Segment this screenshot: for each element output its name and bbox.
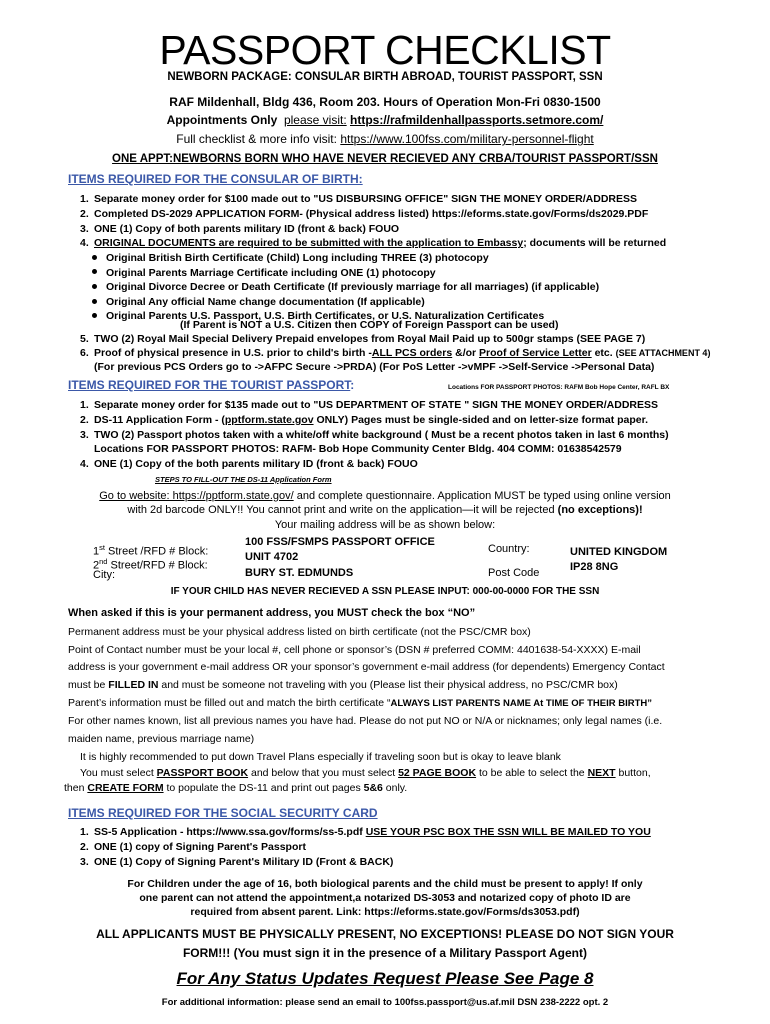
addr-line-2: UNIT 4702 (245, 551, 299, 563)
tourist-heading: ITEMS REQUIRED FOR THE TOURIST PASSPORT (68, 378, 351, 392)
page-title: PASSPORT CHECKLIST (159, 27, 611, 73)
ssn-note: IF YOUR CHILD HAS NEVER RECIEVED A SSN PLEASE INPUT: 000-00-0000 FOR THE SSN (170, 586, 600, 597)
appointments-link[interactable]: https://rafmildenhallpassports.setmore.com/ (350, 113, 604, 127)
list-item: 2. Completed DS-2029 APPLICATION FORM- (Physical address listed) https://eforms.state.gov/Forms/ds2029.PDF (80, 207, 649, 220)
create-form-line: then CREATE FORM to populate the DS-11 and print out pages 5&6 only. (64, 782, 408, 794)
ds11-mailing: Your mailing address will be as shown below: (274, 519, 496, 531)
full-checklist-line (0, 132, 770, 146)
passport-book-line: You must select PASSPORT BOOK and below that you must select 52 PAGE BOOK to be able to select the NEXT button, (80, 767, 651, 779)
parents-line: Parent’s information must be filled out and match the birth certificate “ALWAYS LIST PARENTS NAME At TIME OF THEIR BIRTH” (68, 697, 652, 709)
ssn-note-3: required from absent parent. Link: https://eforms.state.gov/Forms/ds3053.pdf) (190, 906, 580, 918)
list-item: Original Divorce Decree or Death Certificate (If previously marriage for all marriages) (if applicable) (92, 280, 599, 295)
maiden-line: maiden name, previous marriage name) (68, 733, 255, 745)
one-appt-banner: ONE APPT:NEWBORNS BORN WHO HAVE NEVER RECIEVED ANY CRBA/TOURIST PASSPORT/SSN (112, 153, 658, 165)
please-visit-text: please visit: (283, 113, 347, 127)
consular-list (80, 192, 666, 251)
ds11-go-to: Go to website: https://pptform.state.gov/ and complete questionnaire. Application MUST be typed using online version (99, 490, 671, 502)
ssn-note-2: one parent can not attend the appointment,a notarized DS-3053 and notarized copy of photo ID are (139, 892, 631, 904)
poc-line: Point of Contact number must be your local #, cell phone or sponsor’s (DSN # preferred COMM: 4401638-54-XXXX) E-mail (68, 644, 641, 656)
emergency-line: must be FILLED IN and must be someone not traveling with you (Please list their physical address, no PSC/CMR box) (68, 679, 618, 691)
consular-item-5: 5. TWO (2) Royal Mail Special Delivery Prepaid envelopes from Royal Mail Paid up to 500gr stamps (SEE PAGE 7) (80, 333, 646, 345)
permanent-line: Permanent address must be your physical address listed on birth certificate (not the PSC/CMR box) (68, 626, 531, 638)
travel-plans-line: It is highly recommended to put down Travel Plans especially if traveling soon but is okay to leave blank (80, 751, 561, 763)
list-item: 1. Separate money order for $100 made out to "US DISBURSING OFFICE" SIGN THE MONEY ORDER/ADDRESS (80, 193, 638, 205)
list-item: Original British Birth Certificate (Child) Long including THREE (3) photocopy (92, 251, 599, 266)
country-value: UNITED KINGDOM (570, 546, 668, 558)
list-item: 4. ONE (1) Copy of the both parents military ID (front & back) FOUO (80, 458, 418, 471)
appointments-line (0, 113, 770, 127)
postcode-label: Post Code (488, 567, 540, 579)
appointments-label: Appointments Only (166, 113, 278, 127)
list-item: 3. ONE (1) Copy of Signing Parent's Military ID (Front & BACK) (80, 855, 394, 868)
addr-line-3: BURY ST. EDMUNDS (245, 567, 354, 579)
status-updates: For Any Status Updates Request Please See Page 8 (176, 969, 594, 988)
permanent-question: When asked if this is your permanent address, you MUST check the box “NO” (68, 607, 476, 619)
other-names-line: For other names known, list all previous names you have had. Please do not put NO or N/A or nicknames; only legal names (i.e. (68, 715, 663, 727)
page-subtitle: NEWBORN PACKAGE: CONSULAR BIRTH ABROAD, TOURIST PASSPORT, SSN (167, 71, 603, 83)
tourist-heading-wrap: ITEMS REQUIRED FOR THE TOURIST PASSPORT: (68, 378, 355, 392)
tourist-list (80, 398, 669, 472)
all-applicants-2: FORM!!! (You must sign it in the presence of a Military Passport Agent) (182, 946, 588, 960)
consular-item-6-line2: (For previous PCS Orders go to ->AFPC Secure ->PRDA) (For PoS Letter ->vMPF ->Self-Service ->Personal Data) (94, 361, 655, 373)
list-item: Original Any official Name change documentation (If applicable) (92, 295, 599, 310)
city-label: City: (93, 569, 115, 581)
ds11-barcode: with 2d barcode ONLY!! You cannot print and write on the application—it will be rejected (no exceptions)! (127, 504, 643, 516)
list-item: 4. ORIGINAL DOCUMENTS are required to be submitted with the application to Embassy; documents will be returned (80, 237, 667, 250)
list-item: 1. Separate money order for $135 made out to "US DEPARTMENT OF STATE " SIGN THE MONEY ORDER/ADDRESS (80, 399, 659, 411)
full-checklist-link[interactable]: https://www.100fss.com/military-personnel-flight (340, 132, 594, 146)
contact-info: For additional information: please send an email to 100fss.passport@us.af.mil DSN 238-2222 opt. 2 (161, 997, 609, 1008)
consular-heading: ITEMS REQUIRED FOR THE CONSULAR OF BIRTH: (68, 172, 363, 186)
list-item: Locations FOR PASSPORT PHOTOS: RAFM- Bob Hope Community Center Bldg. 404 COMM: 01638542579 (94, 443, 622, 456)
postcode-value: IP28 8NG (570, 561, 619, 573)
consular-item-6: 6. Proof of physical presence in U.S. prior to child's birth -ALL PCS orders &/or Proof of Service Letter etc. (SEE ATTACHMENT 4) (80, 347, 711, 359)
ssn-note-1: For Children under the age of 16, both biological parents and the child must be present to apply! If only (127, 878, 643, 890)
addr-line-1: 100 FSS/FSMPS PASSPORT OFFICE (245, 536, 435, 548)
full-checklist-text: Full checklist & more info visit: (176, 132, 337, 146)
street2-label: 2nd Street/RFD # Block: (93, 557, 208, 572)
pptform-link[interactable]: Go to website: https://pptform.state.gov/ (99, 490, 294, 502)
all-applicants-1: ALL APPLICANTS MUST BE PHYSICALLY PRESENT, NO EXCEPTIONS! PLEASE DO NOT SIGN YOUR (96, 927, 674, 941)
list-item: 2. DS-11 Application Form - (pptform.state.gov ONLY) Pages must be single-sided and on letter-size format paper. (80, 413, 649, 426)
list-item: Original Parents Marriage Certificate including ONE (1) photocopy (92, 266, 599, 281)
list-item: 3. ONE (1) Copy of both parents military ID (front & back) FOUO (80, 222, 400, 235)
list-item: 2. ONE (1) copy of Signing Parent's Passport (80, 840, 306, 853)
email-line: address is your government e-mail address OR your sponsor’s government e-mail address (for dependents) Emergency Contact (68, 661, 665, 673)
ssn-list (80, 825, 651, 869)
street1-label: 1st Street /RFD # Block: (93, 543, 209, 558)
ds11-steps-heading: STEPS TO FILL-OUT THE DS-11 Application Form (155, 475, 332, 484)
consular-bullets (92, 251, 599, 324)
ssn-heading: ITEMS REQUIRED FOR THE SOCIAL SECURITY CARD (68, 806, 378, 820)
list-item: Original Parents U.S. Passport, U.S. Birth Certificates, or U.S. Naturalization Certificates (92, 309, 599, 324)
tourist-locations-note: Locations FOR PASSPORT PHOTOS: RAFM Bob Hope Center, RAFL BX (448, 384, 670, 391)
bullet-note: (If Parent is NOT a U.S. Citizen then COPY of Foreign Passport can be used) (180, 319, 559, 331)
list-item: 1. SS-5 Application - https://www.ssa.gov/forms/ss-5.pdf USE YOUR PSC BOX THE SSN WILL BE MAILED TO YOU (80, 826, 651, 838)
office-location: RAF Mildenhall, Bldg 436, Room 203. Hours of Operation Mon-Fri 0830-1500 (169, 95, 601, 109)
country-label: Country: (488, 543, 530, 555)
list-item: 3. TWO (2) Passport photos taken with a white/off white background ( Must be a recent photos taken in last 6 months) (80, 428, 669, 441)
